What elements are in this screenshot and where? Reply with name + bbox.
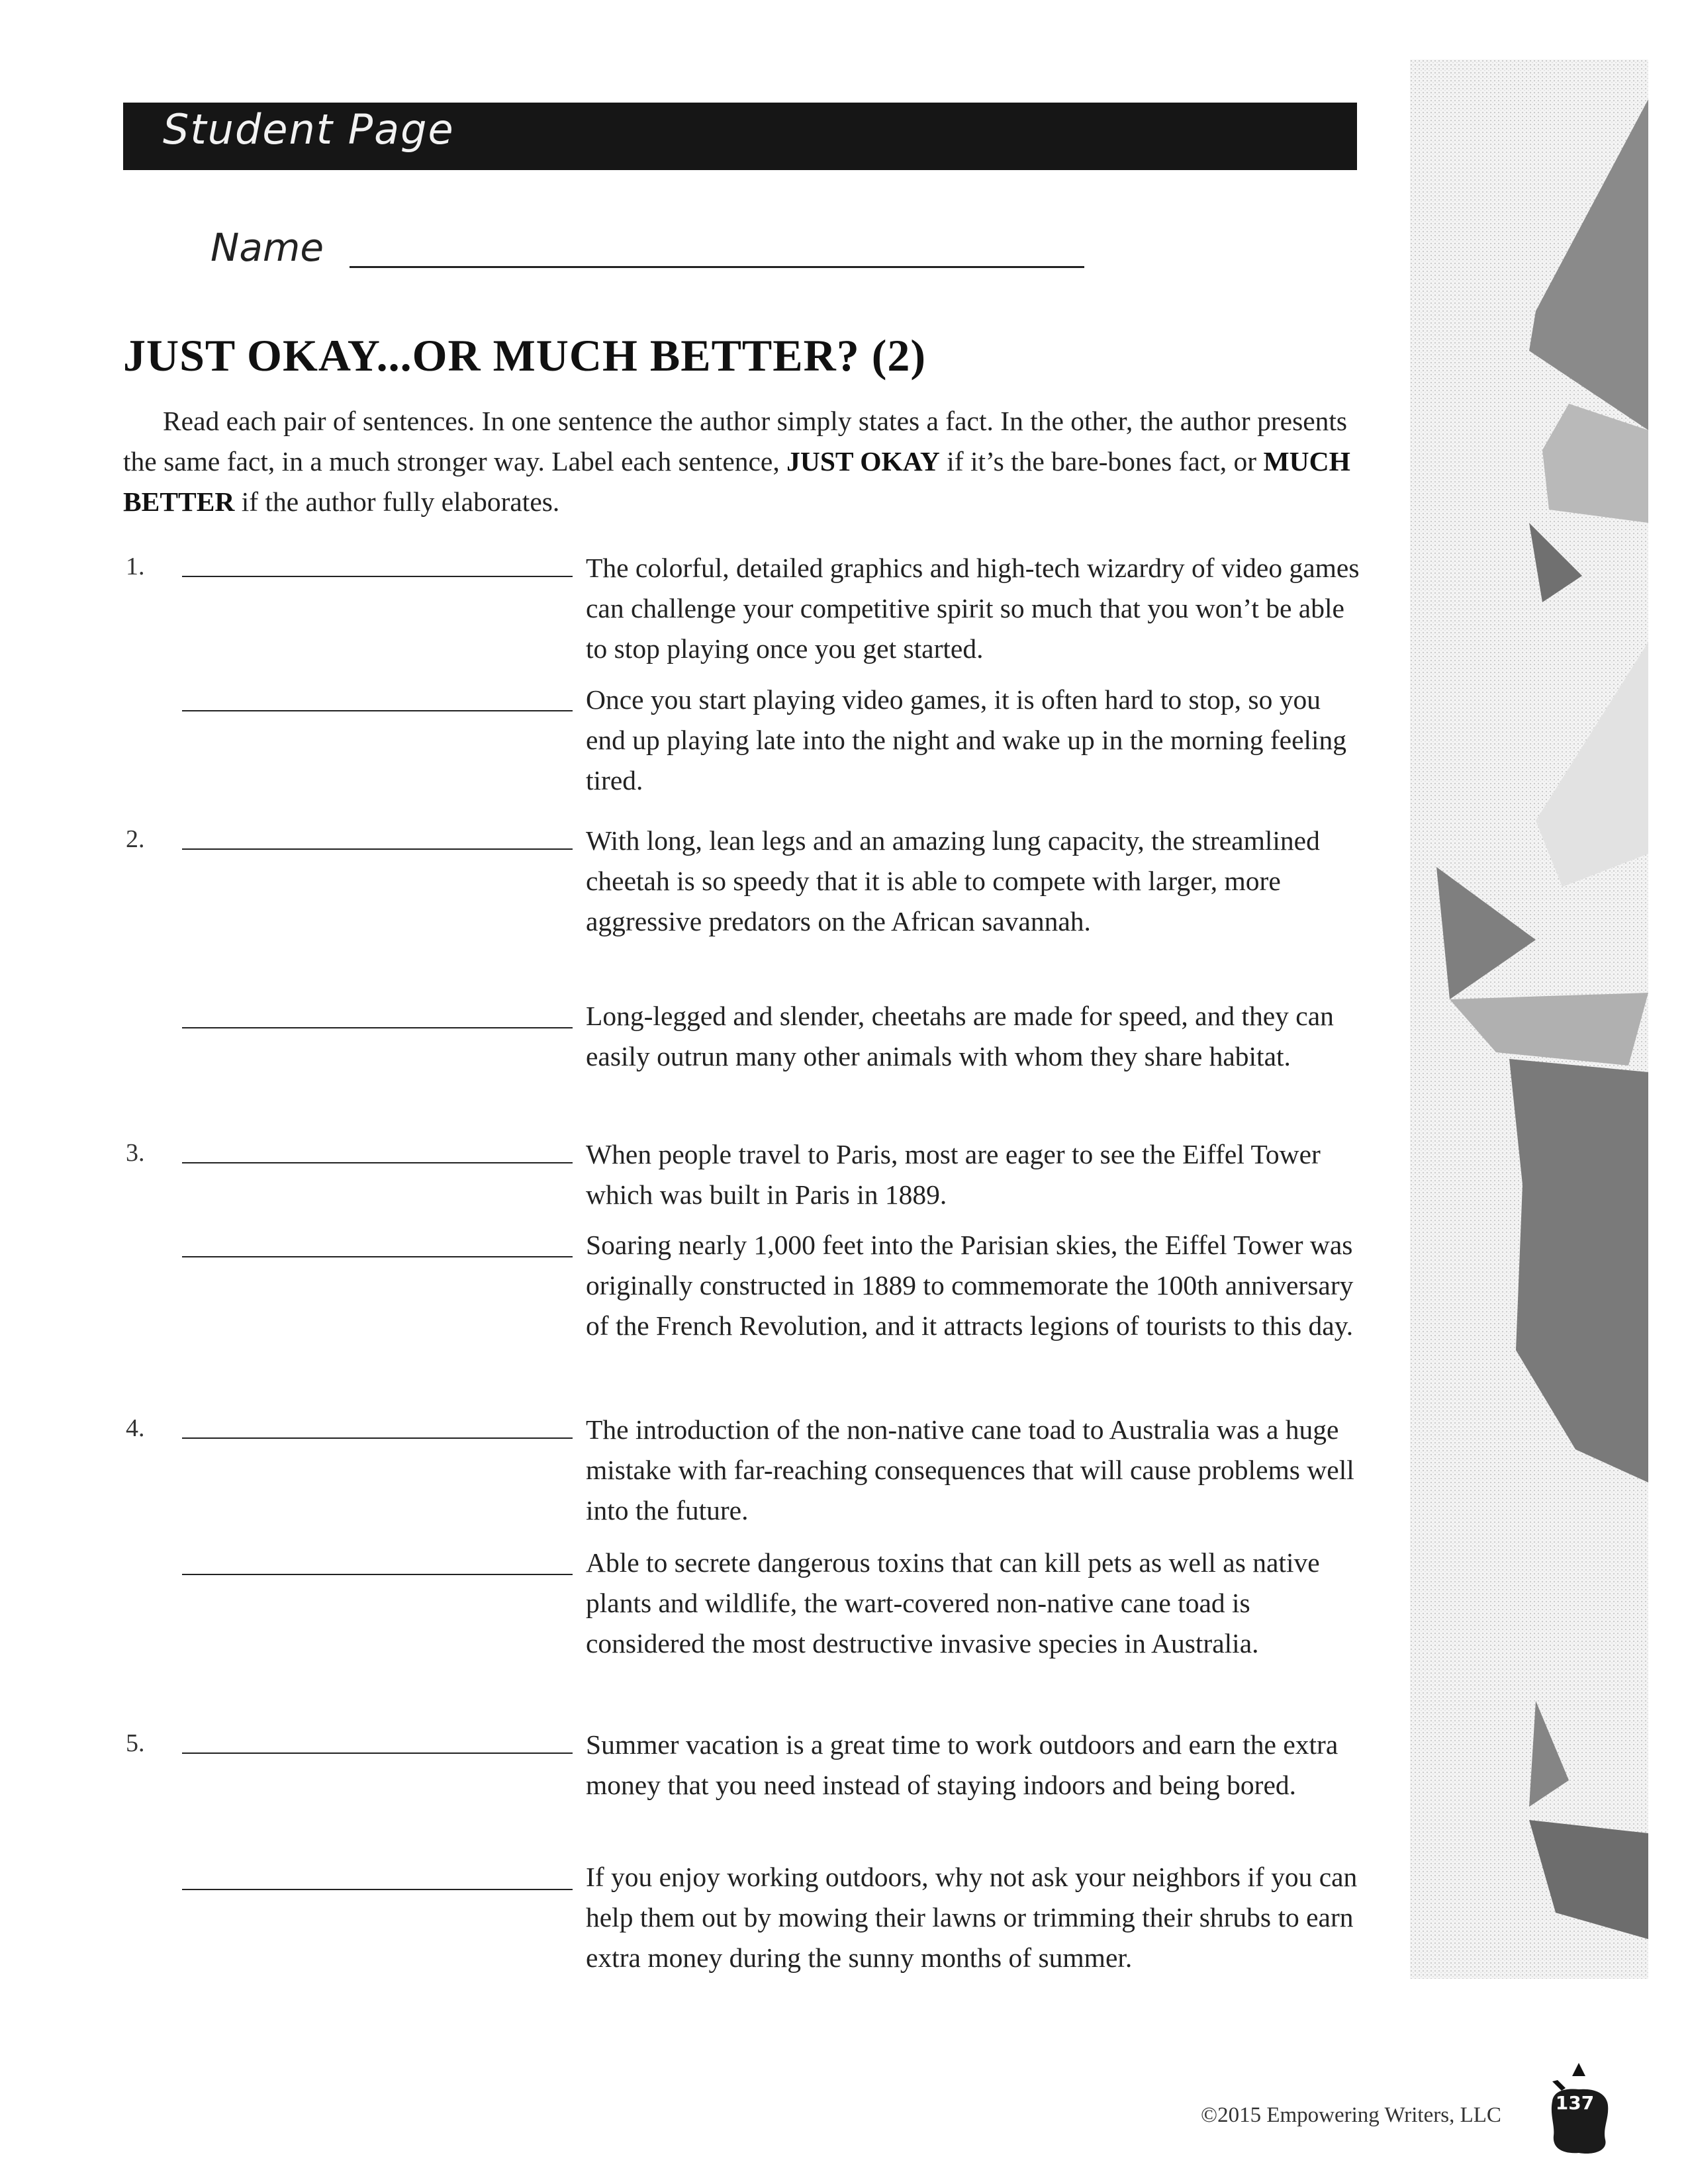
item-number: 5. bbox=[126, 1729, 145, 1757]
answer-blank-4a[interactable] bbox=[182, 1437, 573, 1439]
item-number: 2. bbox=[126, 825, 145, 853]
sentence-3b: Soaring nearly 1,000 feet into the Parisian skies, the Eiffel Tower was originally constructed in 1889 to commemorate the 100th anniversary of the French Revolution, and it attracts legions of tourists to this day. bbox=[586, 1230, 1354, 1341]
sentence-4a: The introduction of the non-native cane toad to Australia was a huge mistake with far-reaching consequences that will cause problems well into the future. bbox=[586, 1414, 1354, 1525]
instructions-text-3: if the author fully elaborates. bbox=[241, 486, 560, 517]
sentence-5b: If you enjoy working outdoors, why not ask your neighbors if you can help them out by mowing their lawns or trimming their shrubs to earn extra money during the sunny months of summer. bbox=[586, 1862, 1358, 1973]
student-page-banner bbox=[123, 103, 1357, 170]
worksheet-title: JUST OKAY...OR MUCH BETTER? (2) bbox=[123, 330, 927, 381]
item-number: 4. bbox=[126, 1414, 145, 1442]
answer-blank-2b[interactable] bbox=[182, 1027, 573, 1028]
name-write-line[interactable] bbox=[350, 266, 1084, 268]
sentence-5a: Summer vacation is a great time to work outdoors and earn the extra money that you need instead of staying indoors and being bored. bbox=[586, 1729, 1338, 1800]
sentence-3a: When people travel to Paris, most are eager to see the Eiffel Tower which was built in Paris in 1889. bbox=[586, 1139, 1321, 1210]
answer-blank-3b[interactable] bbox=[182, 1256, 573, 1257]
instructions bbox=[123, 401, 1361, 522]
banner-label: Student Page bbox=[163, 105, 455, 154]
copyright-footer: ©2015 Empowering Writers, LLC bbox=[1201, 2103, 1501, 2127]
answer-blank-3a[interactable] bbox=[182, 1162, 573, 1163]
item-number: 3. bbox=[126, 1139, 145, 1167]
instructions-much-better: MUCH BETTER bbox=[123, 446, 1350, 517]
answer-blank-5b[interactable] bbox=[182, 1889, 573, 1890]
answer-blank-5a[interactable] bbox=[182, 1752, 573, 1754]
answer-blank-1a[interactable] bbox=[182, 576, 573, 577]
item-number: 1. bbox=[126, 553, 145, 580]
name-field bbox=[211, 225, 1084, 278]
sentence-2b: Long-legged and slender, cheetahs are made for speed, and they can easily outrun many other animals with whom they share habitat. bbox=[586, 1001, 1334, 1071]
sentence-4b: Able to secrete dangerous toxins that can kill pets as well as native plants and wildlife, the wart-covered non-native cane toad is considered the most destructive invasive species in Australia. bbox=[586, 1547, 1320, 1659]
instructions-just-okay: JUST OKAY bbox=[786, 446, 940, 477]
sentence-1a: The colorful, detailed graphics and high-tech wizardry of video games can challenge your competitive spirit so much that you won’t be able to stop playing once you get started. bbox=[586, 553, 1360, 664]
sentence-1b: Once you start playing video games, it is often hard to stop, so you end up playing late into the night and wake up in the morning feeling tired. bbox=[586, 684, 1347, 796]
decorative-margin-art bbox=[1410, 60, 1648, 1979]
instructions-text-1: Read each pair of sentences. In one sentence the author simply states a fact. In the other, the author presents the same fact, in a much stronger way. Label each sentence, bbox=[123, 406, 1348, 477]
answer-blank-4b[interactable] bbox=[182, 1574, 573, 1575]
answer-blank-2a[interactable] bbox=[182, 848, 573, 850]
name-label: Name bbox=[211, 225, 324, 270]
answer-blank-1b[interactable] bbox=[182, 710, 573, 711]
page-number: 137 bbox=[1555, 2092, 1595, 2114]
sentence-2a: With long, lean legs and an amazing lung capacity, the streamlined cheetah is so speedy that it is able to compete with larger, more aggressive predators on the African savannah. bbox=[586, 825, 1320, 936]
instructions-text-2: if it’s the bare-bones fact, or bbox=[947, 446, 1257, 477]
